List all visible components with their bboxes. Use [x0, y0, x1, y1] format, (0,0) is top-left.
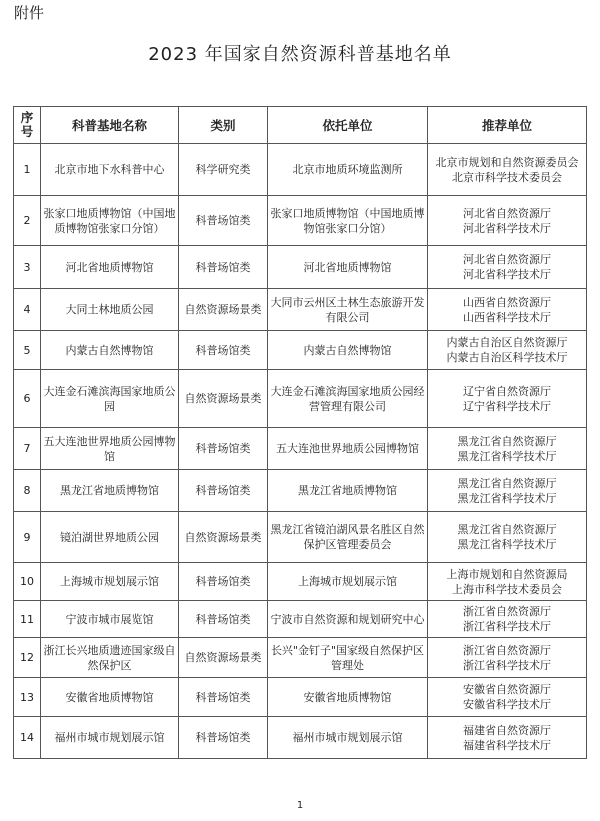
base-name-cell: 浙江长兴地质遗迹国家级自然保护区	[41, 638, 179, 678]
table-row	[14, 512, 587, 563]
host-unit-cell: 大连金石滩滨海国家地质公园经营管理有限公司	[268, 370, 428, 428]
seq-cell: 9	[14, 512, 41, 563]
recommender-cell	[428, 370, 587, 428]
recommender-line: 浙江省科学技术厅	[463, 658, 551, 672]
base-name-cell: 大连金石滩滨海国家地质公园	[41, 370, 179, 428]
recommender-cell	[428, 638, 587, 678]
base-name-cell: 黑龙江省地质博物馆	[41, 470, 179, 512]
recommender-line: 浙江省自然资源厅	[463, 605, 551, 618]
category-cell: 自然资源场景类	[179, 512, 268, 563]
table-row	[14, 196, 587, 246]
base-name-cell: 内蒙古自然博物馆	[41, 331, 179, 370]
category-cell: 自然资源场景类	[179, 370, 268, 428]
host-unit-cell: 北京市地质环境监测所	[268, 144, 428, 196]
header-name: 科普基地名称	[41, 107, 179, 144]
base-name-cell: 福州市城市规划展示馆	[41, 717, 179, 759]
host-unit-cell: 五大连池世界地质公园博物馆	[268, 428, 428, 470]
seq-cell: 13	[14, 678, 41, 717]
host-unit-cell: 黑龙江省镜泊湖风景名胜区自然保护区管理委员会	[268, 512, 428, 563]
recommender-cell	[428, 563, 587, 601]
header-recommender: 推荐单位	[428, 107, 587, 144]
recommender-line: 河北省自然资源厅	[463, 206, 551, 220]
seq-cell: 12	[14, 638, 41, 678]
seq-cell: 14	[14, 717, 41, 759]
recommender-cell	[428, 470, 587, 512]
recommender-line: 山西省自然资源厅	[463, 295, 551, 309]
category-cell: 科普场馆类	[179, 563, 268, 601]
category-cell: 自然资源场景类	[179, 638, 268, 678]
recommender-cell	[428, 601, 587, 638]
recommender-line: 河北省科学技术厅	[463, 221, 551, 235]
recommender-line: 浙江省科学技术厅	[463, 620, 551, 633]
page-number: 1	[296, 800, 304, 811]
recommender-cell	[428, 428, 587, 470]
recommender-cell	[428, 289, 587, 331]
category-cell: 科普场馆类	[179, 331, 268, 370]
table-row	[14, 289, 587, 331]
base-name-cell: 五大连池世界地质公园博物馆	[41, 428, 179, 470]
base-name-cell: 上海城市规划展示馆	[41, 563, 179, 601]
base-name-cell: 镜泊湖世界地质公园	[41, 512, 179, 563]
base-name-cell: 河北省地质博物馆	[41, 246, 179, 289]
recommender-line: 北京市规划和自然资源委员会	[435, 155, 579, 169]
header-category: 类别	[179, 107, 268, 144]
category-cell: 科普场馆类	[179, 470, 268, 512]
recommender-line: 浙江省自然资源厅	[463, 643, 551, 657]
recommender-line: 黑龙江省自然资源厅	[457, 476, 557, 490]
table-row	[14, 246, 587, 289]
host-unit-cell: 黑龙江省地质博物馆	[268, 470, 428, 512]
table-row	[14, 678, 587, 717]
host-unit-cell: 上海城市规划展示馆	[268, 563, 428, 601]
category-cell: 科普场馆类	[179, 246, 268, 289]
host-unit-cell: 长兴"金钉子"国家级自然保护区管理处	[268, 638, 428, 678]
base-name-cell: 大同土林地质公园	[41, 289, 179, 331]
category-cell: 科普场馆类	[179, 717, 268, 759]
table-row	[14, 717, 587, 759]
recommender-cell	[428, 512, 587, 563]
recommender-cell	[428, 196, 587, 246]
base-name-cell: 安徽省地质博物馆	[41, 678, 179, 717]
category-cell: 科普场馆类	[179, 196, 268, 246]
recommender-line: 黑龙江省自然资源厅	[457, 523, 557, 536]
seq-cell: 2	[14, 196, 41, 246]
recommender-line: 内蒙古自治区科学技术厅	[446, 351, 568, 364]
recommender-line: 黑龙江省科学技术厅	[457, 491, 557, 505]
recommender-line: 福建省科学技术厅	[463, 738, 551, 752]
seq-cell: 11	[14, 601, 41, 638]
seq-cell: 4	[14, 289, 41, 331]
attachment-label: 附件	[14, 4, 45, 22]
seq-cell: 5	[14, 331, 41, 370]
recommender-cell	[428, 144, 587, 196]
seq-cell: 8	[14, 470, 41, 512]
recommender-line: 安徽省科学技术厅	[463, 698, 551, 711]
recommender-line: 上海市科学技术委员会	[452, 582, 562, 596]
table-row	[14, 370, 587, 428]
base-name-cell: 张家口地质博物馆（中国地质博物馆张家口分馆）	[41, 196, 179, 246]
recommender-line: 上海市规划和自然资源局	[446, 567, 568, 581]
table-row	[14, 331, 587, 370]
table-row	[14, 470, 587, 512]
table-row	[14, 601, 587, 638]
category-cell: 科学研究类	[179, 144, 268, 196]
seq-cell: 3	[14, 246, 41, 289]
seq-cell: 6	[14, 370, 41, 428]
header-host: 依托单位	[268, 107, 428, 144]
category-cell: 科普场馆类	[179, 428, 268, 470]
recommender-cell	[428, 678, 587, 717]
recommender-line: 黑龙江省科学技术厅	[457, 449, 557, 463]
table-row	[14, 428, 587, 470]
header-seq: 序号	[14, 107, 41, 144]
recommender-line: 辽宁省自然资源厅	[463, 384, 551, 398]
base-name-cell: 宁波市城市展览馆	[41, 601, 179, 638]
host-unit-cell: 安徽省地质博物馆	[268, 678, 428, 717]
base-list-table	[13, 106, 587, 759]
recommender-line: 黑龙江省自然资源厅	[457, 434, 557, 448]
recommender-line: 福建省自然资源厅	[463, 723, 551, 737]
recommender-cell	[428, 717, 587, 759]
category-cell: 科普场馆类	[179, 601, 268, 638]
table-row	[14, 638, 587, 678]
recommender-line: 山西省科学技术厅	[463, 310, 551, 324]
recommender-line: 河北省自然资源厅	[463, 253, 551, 266]
host-unit-cell: 福州市城市规划展示馆	[268, 717, 428, 759]
table-row	[14, 144, 587, 196]
seq-cell: 10	[14, 563, 41, 601]
seq-cell: 7	[14, 428, 41, 470]
table-header-row	[14, 107, 587, 144]
recommender-line: 辽宁省科学技术厅	[463, 399, 551, 413]
recommender-line: 北京市科学技术委员会	[452, 170, 562, 184]
category-cell: 科普场馆类	[179, 678, 268, 717]
category-cell: 自然资源场景类	[179, 289, 268, 331]
host-unit-cell: 张家口地质博物馆（中国地质博物馆张家口分馆）	[268, 196, 428, 246]
recommender-cell	[428, 331, 587, 370]
base-name-cell: 北京市地下水科普中心	[41, 144, 179, 196]
recommender-line: 河北省科学技术厅	[463, 268, 551, 281]
host-unit-cell: 大同市云州区土林生态旅游开发有限公司	[268, 289, 428, 331]
recommender-cell	[428, 246, 587, 289]
document-title: 2023 年国家自然资源科普基地名单	[148, 44, 452, 65]
host-unit-cell: 内蒙古自然博物馆	[268, 331, 428, 370]
recommender-line: 内蒙古自治区自然资源厅	[446, 336, 568, 349]
table-row	[14, 563, 587, 601]
seq-cell: 1	[14, 144, 41, 196]
host-unit-cell: 河北省地质博物馆	[268, 246, 428, 289]
recommender-line: 黑龙江省科学技术厅	[457, 538, 557, 551]
host-unit-cell: 宁波市自然资源和规划研究中心	[268, 601, 428, 638]
recommender-line: 安徽省自然资源厅	[463, 683, 551, 696]
